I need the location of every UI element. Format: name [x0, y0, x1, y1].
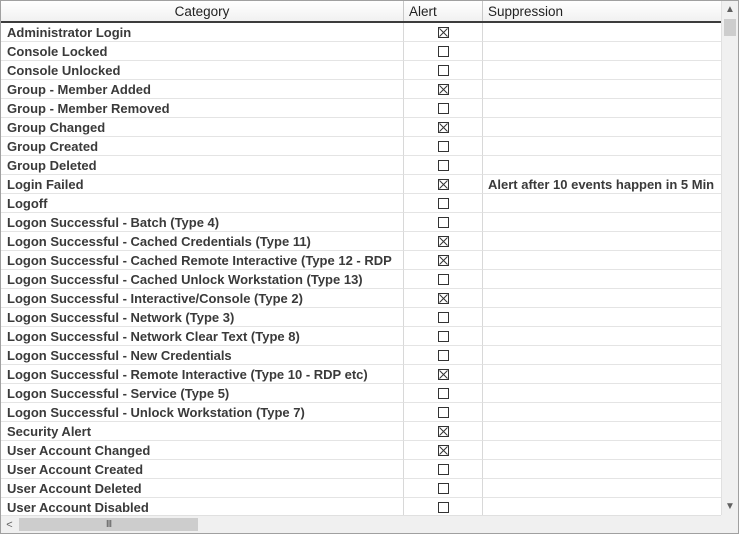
suppression-cell[interactable]: Alert after 10 events happen in 5 Min	[483, 175, 721, 194]
checkbox-unchecked-icon[interactable]	[438, 388, 449, 399]
alert-cell	[404, 213, 483, 232]
category-cell: Logon Successful - Unlock Workstation (Type 7)	[1, 403, 404, 422]
table-row[interactable]	[1, 137, 721, 156]
suppression-cell[interactable]	[483, 422, 721, 441]
table-row[interactable]	[1, 498, 721, 515]
category-cell: Console Unlocked	[1, 61, 404, 80]
category-cell: User Account Disabled	[1, 498, 404, 515]
category-cell: Group Changed	[1, 118, 404, 137]
column-header-category[interactable]: Category	[1, 1, 404, 21]
alert-cell	[404, 42, 483, 61]
alert-cell	[404, 194, 483, 213]
category-cell: Logon Successful - Remote Interactive (Type 10 - RDP etc)	[1, 365, 404, 384]
suppression-cell[interactable]	[483, 251, 721, 270]
alert-cell	[404, 365, 483, 384]
horizontal-scrollbar[interactable]	[1, 515, 721, 533]
checkbox-checked-icon[interactable]	[438, 445, 449, 456]
suppression-cell[interactable]	[483, 479, 721, 498]
alert-cell	[404, 232, 483, 251]
suppression-cell[interactable]	[483, 365, 721, 384]
suppression-cell[interactable]	[483, 289, 721, 308]
category-cell: Logon Successful - Cached Unlock Workstation (Type 13)	[1, 270, 404, 289]
alert-cell	[404, 23, 483, 42]
checkbox-unchecked-icon[interactable]	[438, 350, 449, 361]
checkbox-unchecked-icon[interactable]	[438, 46, 449, 57]
alert-cell	[404, 422, 483, 441]
alert-cell	[404, 308, 483, 327]
category-cell: Administrator Login	[1, 23, 404, 42]
checkbox-checked-icon[interactable]	[438, 236, 449, 247]
alert-cell	[404, 441, 483, 460]
alert-cell	[404, 80, 483, 99]
checkbox-unchecked-icon[interactable]	[438, 160, 449, 171]
table-row[interactable]	[1, 156, 721, 175]
checkbox-checked-icon[interactable]	[438, 122, 449, 133]
category-cell: Security Alert	[1, 422, 404, 441]
checkbox-unchecked-icon[interactable]	[438, 483, 449, 494]
suppression-cell[interactable]	[483, 23, 721, 42]
checkbox-checked-icon[interactable]	[438, 426, 449, 437]
alert-cell	[404, 270, 483, 289]
category-cell: Logon Successful - New Credentials	[1, 346, 404, 365]
suppression-cell[interactable]	[483, 270, 721, 289]
alert-cell	[404, 137, 483, 156]
suppression-cell[interactable]	[483, 194, 721, 213]
vertical-scroll-thumb[interactable]	[724, 19, 736, 36]
horizontal-scroll-thumb[interactable]: III	[19, 518, 198, 531]
suppression-cell[interactable]	[483, 156, 721, 175]
table-row[interactable]	[1, 441, 721, 460]
table-row[interactable]	[1, 213, 721, 232]
table-row[interactable]	[1, 194, 721, 213]
checkbox-unchecked-icon[interactable]	[438, 217, 449, 228]
alert-cell	[404, 460, 483, 479]
category-cell: Logon Successful - Network Clear Text (Type 8)	[1, 327, 404, 346]
column-header-alert[interactable]: Alert	[404, 1, 483, 21]
suppression-cell[interactable]	[483, 403, 721, 422]
suppression-cell[interactable]	[483, 61, 721, 80]
checkbox-checked-icon[interactable]	[438, 27, 449, 38]
checkbox-unchecked-icon[interactable]	[438, 274, 449, 285]
table-row[interactable]	[1, 23, 721, 42]
scrollbar-corner	[721, 515, 738, 533]
category-cell: Group - Member Removed	[1, 99, 404, 118]
grid-rows	[1, 23, 721, 515]
category-cell: Console Locked	[1, 42, 404, 61]
checkbox-checked-icon[interactable]	[438, 369, 449, 380]
table-row[interactable]	[1, 289, 721, 308]
category-cell: Login Failed	[1, 175, 404, 194]
suppression-cell[interactable]	[483, 80, 721, 99]
alert-cell	[404, 99, 483, 118]
suppression-cell[interactable]	[483, 308, 721, 327]
checkbox-unchecked-icon[interactable]	[438, 312, 449, 323]
grid-header	[1, 1, 721, 23]
table-row[interactable]	[1, 270, 721, 289]
checkbox-unchecked-icon[interactable]	[438, 502, 449, 513]
table-row[interactable]	[1, 346, 721, 365]
suppression-cell[interactable]	[483, 99, 721, 118]
category-cell: User Account Deleted	[1, 479, 404, 498]
category-cell: Group Deleted	[1, 156, 404, 175]
suppression-cell[interactable]	[483, 384, 721, 403]
alert-cell	[404, 479, 483, 498]
checkbox-checked-icon[interactable]	[438, 84, 449, 95]
table-row[interactable]	[1, 460, 721, 479]
scroll-left-button[interactable]: <	[6, 518, 13, 531]
table-row[interactable]	[1, 80, 721, 99]
vertical-scrollbar[interactable]	[721, 1, 738, 515]
table-row[interactable]	[1, 365, 721, 384]
alert-cell	[404, 156, 483, 175]
checkbox-unchecked-icon[interactable]	[438, 331, 449, 342]
checkbox-unchecked-icon[interactable]	[438, 198, 449, 209]
suppression-cell[interactable]	[483, 118, 721, 137]
alert-cell	[404, 175, 483, 194]
suppression-cell[interactable]	[483, 498, 721, 515]
checkbox-unchecked-icon[interactable]	[438, 464, 449, 475]
category-cell: Group - Member Added	[1, 80, 404, 99]
table-row[interactable]	[1, 118, 721, 137]
alert-cell	[404, 346, 483, 365]
category-cell: Logon Successful - Cached Remote Interactive (Type 12 - RDP	[1, 251, 404, 270]
table-row[interactable]	[1, 99, 721, 118]
category-cell: User Account Changed	[1, 441, 404, 460]
table-row[interactable]	[1, 479, 721, 498]
checkbox-unchecked-icon[interactable]	[438, 141, 449, 152]
category-cell: Logon Successful - Cached Credentials (Type 11)	[1, 232, 404, 251]
scroll-down-button[interactable]: ▼	[725, 501, 735, 512]
category-cell: Logoff	[1, 194, 404, 213]
alert-cell	[404, 118, 483, 137]
column-header-suppression[interactable]: Suppression	[488, 3, 564, 19]
table-row[interactable]	[1, 422, 721, 441]
checkbox-unchecked-icon[interactable]	[438, 407, 449, 418]
suppression-cell[interactable]	[483, 327, 721, 346]
alert-cell	[404, 403, 483, 422]
category-cell: Logon Successful - Service (Type 5)	[1, 384, 404, 403]
suppression-cell[interactable]	[483, 42, 721, 61]
table-row[interactable]	[1, 42, 721, 61]
scroll-up-button[interactable]: ▲	[725, 4, 735, 15]
category-cell: Logon Successful - Batch (Type 4)	[1, 213, 404, 232]
table-row[interactable]	[1, 61, 721, 80]
category-cell: Group Created	[1, 137, 404, 156]
suppression-cell[interactable]	[483, 441, 721, 460]
checkbox-unchecked-icon[interactable]	[438, 65, 449, 76]
table-row[interactable]	[1, 308, 721, 327]
table-row[interactable]	[1, 232, 721, 251]
category-cell: Logon Successful - Interactive/Console (Type 2)	[1, 289, 404, 308]
suppression-cell[interactable]	[483, 460, 721, 479]
alert-cell	[404, 61, 483, 80]
checkbox-checked-icon[interactable]	[438, 179, 449, 190]
alert-cell	[404, 289, 483, 308]
checkbox-unchecked-icon[interactable]	[438, 103, 449, 114]
category-cell: User Account Created	[1, 460, 404, 479]
checkbox-checked-icon[interactable]	[438, 293, 449, 304]
alert-cell	[404, 251, 483, 270]
category-cell: Logon Successful - Network (Type 3)	[1, 308, 404, 327]
suppression-cell[interactable]	[483, 346, 721, 365]
table-row[interactable]	[1, 403, 721, 422]
suppression-cell[interactable]	[483, 137, 721, 156]
table-row[interactable]	[1, 175, 721, 194]
table-row[interactable]	[1, 384, 721, 403]
table-row[interactable]	[1, 327, 721, 346]
suppression-cell[interactable]	[483, 213, 721, 232]
alert-cell	[404, 498, 483, 515]
alert-cell	[404, 327, 483, 346]
checkbox-checked-icon[interactable]	[438, 255, 449, 266]
suppression-cell[interactable]	[483, 232, 721, 251]
table-row[interactable]	[1, 251, 721, 270]
alert-cell	[404, 384, 483, 403]
